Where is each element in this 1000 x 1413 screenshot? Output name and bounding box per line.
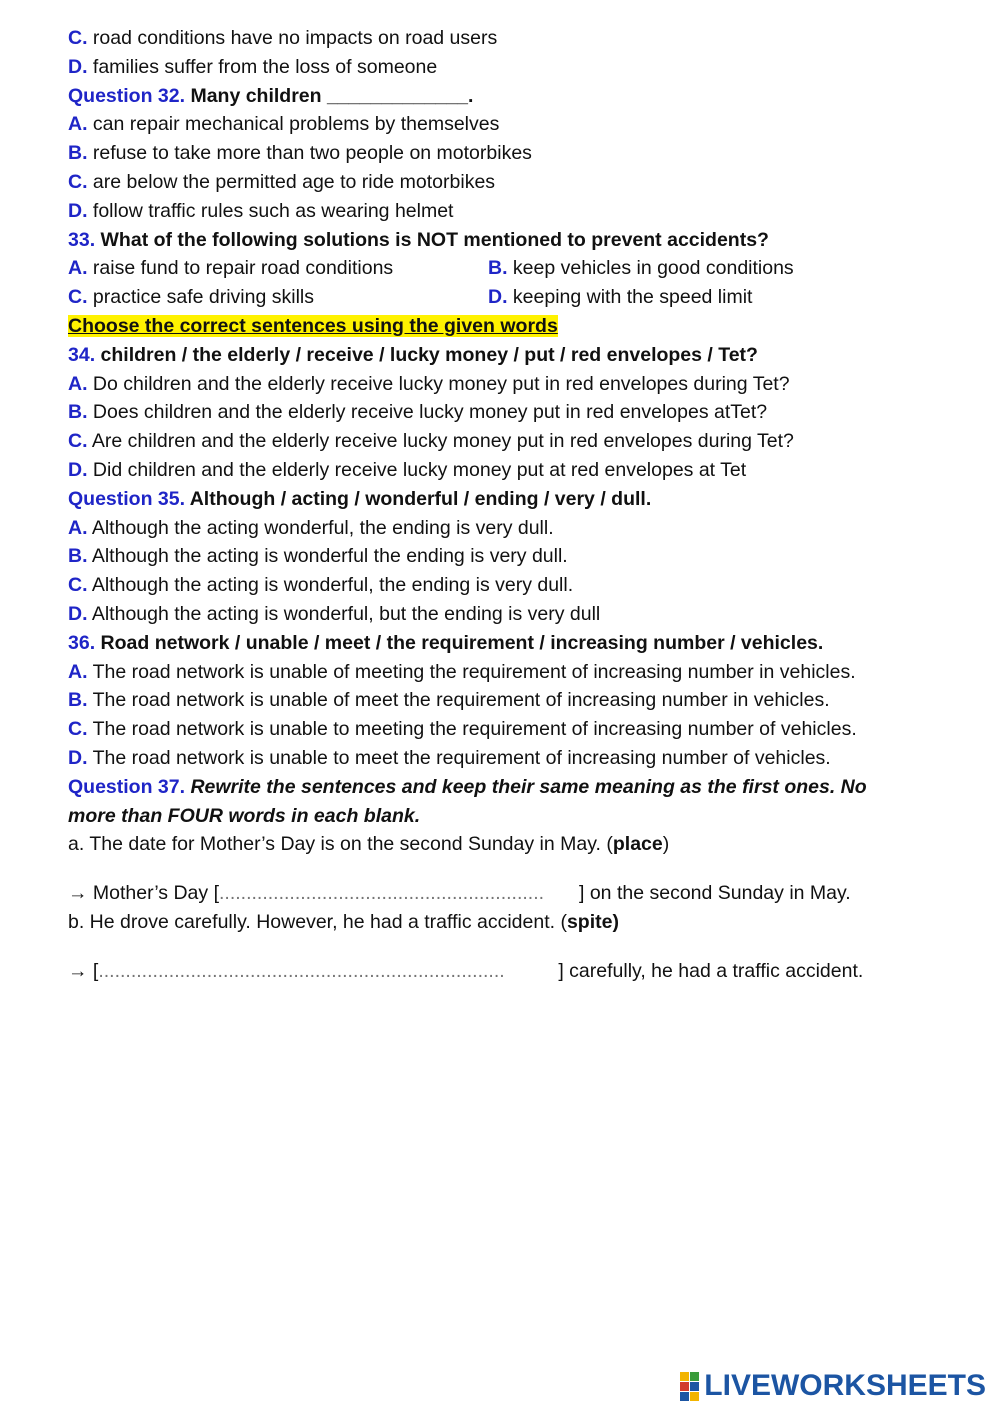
q34-option-b[interactable]	[68, 398, 968, 427]
question-instruction: more than FOUR words in each blank.	[68, 804, 421, 827]
question-number: Question 35.	[68, 487, 186, 510]
q37a-prompt	[68, 830, 968, 859]
q32-option-d[interactable]	[68, 197, 968, 226]
spacer	[68, 859, 968, 879]
option-label: D.	[68, 458, 88, 481]
option-label: B.	[488, 257, 508, 280]
question-number: Question 37.	[68, 775, 186, 798]
q36-question	[68, 629, 968, 658]
option-label: D.	[68, 746, 88, 769]
q36-option-a[interactable]	[68, 658, 968, 687]
option-label: A.	[68, 660, 88, 683]
option-label: A.	[68, 516, 88, 539]
q37a-answer-row	[68, 879, 968, 908]
q34-option-a[interactable]	[68, 370, 968, 399]
option-text: are below the permitted age to ride motorbikes	[87, 170, 496, 193]
prompt-close: )	[662, 833, 670, 856]
question-stem: What of the following solutions is NOT mentioned to prevent accidents?	[95, 228, 769, 251]
q33-options-row-2	[68, 283, 968, 312]
option-text: road conditions have no impacts on road users	[87, 27, 498, 49]
q34-question	[68, 341, 968, 370]
keyword: place	[612, 833, 663, 856]
answer-blank-a[interactable]	[219, 879, 579, 908]
q37-instruction-line-1	[68, 773, 968, 802]
option-label: C.	[68, 430, 88, 453]
q32-option-b[interactable]	[68, 139, 968, 168]
q37b-answer-row	[68, 957, 968, 986]
option-text: Although the acting is wonderful the ending is very dull.	[87, 545, 568, 568]
question-stem: Road network / unable / meet / the requirement / increasing number / vehicles.	[95, 631, 824, 654]
option-label: C.	[68, 170, 88, 193]
q36-option-d[interactable]	[68, 744, 968, 773]
q33-option-c[interactable]	[68, 283, 488, 312]
option-text: Do children and the elderly receive lucky money put in red envelopes during Tet?	[87, 372, 790, 395]
prompt-text: a. The date for Mother’s Day is on the second Sunday in May. (	[68, 833, 613, 856]
q32-question	[68, 82, 968, 111]
q34-option-c[interactable]	[68, 427, 968, 456]
q31-option-c[interactable]	[68, 24, 968, 53]
option-label: D.	[68, 199, 88, 222]
option-text: follow traffic rules such as wearing helmet	[87, 199, 454, 222]
option-text: keep vehicles in good conditions	[507, 257, 794, 280]
option-label: C.	[68, 27, 88, 49]
q35-option-d[interactable]	[68, 600, 968, 629]
option-label: B.	[68, 545, 88, 568]
question-number: Question 32.	[68, 84, 186, 107]
option-label: C.	[68, 574, 88, 597]
q35-option-c[interactable]	[68, 571, 968, 600]
q35-option-a[interactable]	[68, 514, 968, 543]
option-text: families suffer from the loss of someone	[87, 55, 438, 78]
option-text: Although the acting wonderful, the ending is very dull.	[87, 516, 554, 539]
q31-option-d[interactable]	[68, 53, 968, 82]
option-label: D.	[68, 602, 88, 625]
option-text: Does children and the elderly receive lucky money put in red envelopes atTet?	[87, 401, 768, 424]
answer-blank-b[interactable]	[98, 957, 558, 986]
option-label: A.	[68, 257, 88, 280]
question-stem: Many children _____________.	[185, 84, 474, 107]
logo-icon	[680, 1372, 700, 1400]
option-label: D.	[68, 55, 88, 78]
q32-option-a[interactable]	[68, 110, 968, 139]
q36-option-c[interactable]	[68, 715, 968, 744]
option-label: B.	[68, 401, 88, 424]
option-text: Although the acting is wonderful, the ending is very dull.	[87, 574, 574, 597]
q33-question	[68, 226, 968, 255]
arrow-prefix: → [	[68, 959, 99, 982]
logo-text: LIVEWORKSHEETS	[704, 1369, 986, 1402]
option-text: Are children and the elderly receive lucky money put in red envelopes during Tet?	[87, 430, 794, 453]
arrow-prefix: → Mother’s Day [	[68, 882, 219, 905]
question-number: 36.	[68, 631, 96, 654]
option-text: The road network is unable of meet the requirement of increasing number in vehicles.	[87, 689, 830, 712]
option-text: practice safe driving skills	[87, 286, 314, 309]
question-number: 33.	[68, 228, 96, 251]
spacer	[68, 937, 968, 957]
q35-option-b[interactable]	[68, 542, 968, 571]
option-text: keeping with the speed limit	[507, 286, 753, 309]
keyword: spite)	[566, 910, 619, 933]
answer-suffix: ] on the second Sunday in May.	[579, 882, 851, 905]
section-heading-row	[68, 312, 968, 341]
option-text: The road network is unable to meeting the requirement of increasing number of vehicles.	[87, 718, 857, 741]
answer-suffix: ] carefully, he had a traffic accident.	[558, 959, 864, 982]
option-text: Did children and the elderly receive lucky money put at red envelopes at Tet	[87, 458, 747, 481]
option-label: B.	[68, 689, 88, 712]
q33-options-row-1	[68, 254, 968, 283]
q33-option-a[interactable]	[68, 254, 488, 283]
q36-option-b[interactable]	[68, 686, 968, 715]
q35-question	[68, 485, 968, 514]
question-instruction: Rewrite the sentences and keep their same meaning as the first ones. No	[185, 775, 867, 798]
section-heading: Choose the correct sentences using the given words	[68, 314, 558, 337]
prompt-text: b. He drove carefully. However, he had a traffic accident. (	[68, 910, 567, 933]
q33-option-d[interactable]	[488, 283, 752, 312]
q37b-prompt	[68, 908, 968, 937]
q37-instruction-line-2	[68, 802, 968, 831]
option-text: refuse to take more than two people on motorbikes	[87, 142, 532, 165]
worksheet-page	[68, 24, 968, 986]
option-label: C.	[68, 718, 88, 741]
option-text: raise fund to repair road conditions	[87, 257, 394, 280]
question-number: 34.	[68, 343, 96, 366]
question-stem: children / the elderly / receive / lucky money / put / red envelopes / Tet?	[95, 343, 758, 366]
option-label: A.	[68, 372, 88, 395]
q32-option-c[interactable]	[68, 168, 968, 197]
option-text: The road network is unable of meeting the requirement of increasing number in vehicles.	[87, 660, 856, 683]
option-label: D.	[488, 286, 508, 309]
option-label: C.	[68, 286, 88, 309]
q33-option-b[interactable]	[488, 254, 794, 283]
option-label: B.	[68, 142, 88, 165]
liveworksheets-logo[interactable]	[680, 1369, 986, 1403]
option-label: A.	[68, 113, 88, 136]
option-text: can repair mechanical problems by themselves	[87, 113, 500, 136]
q34-option-d[interactable]	[68, 456, 968, 485]
option-text: Although the acting is wonderful, but the ending is very dull	[87, 602, 601, 625]
option-text: The road network is unable to meet the requirement of increasing number of vehicles.	[87, 746, 831, 769]
question-stem: Although / acting / wonderful / ending / very / dull.	[185, 487, 652, 510]
